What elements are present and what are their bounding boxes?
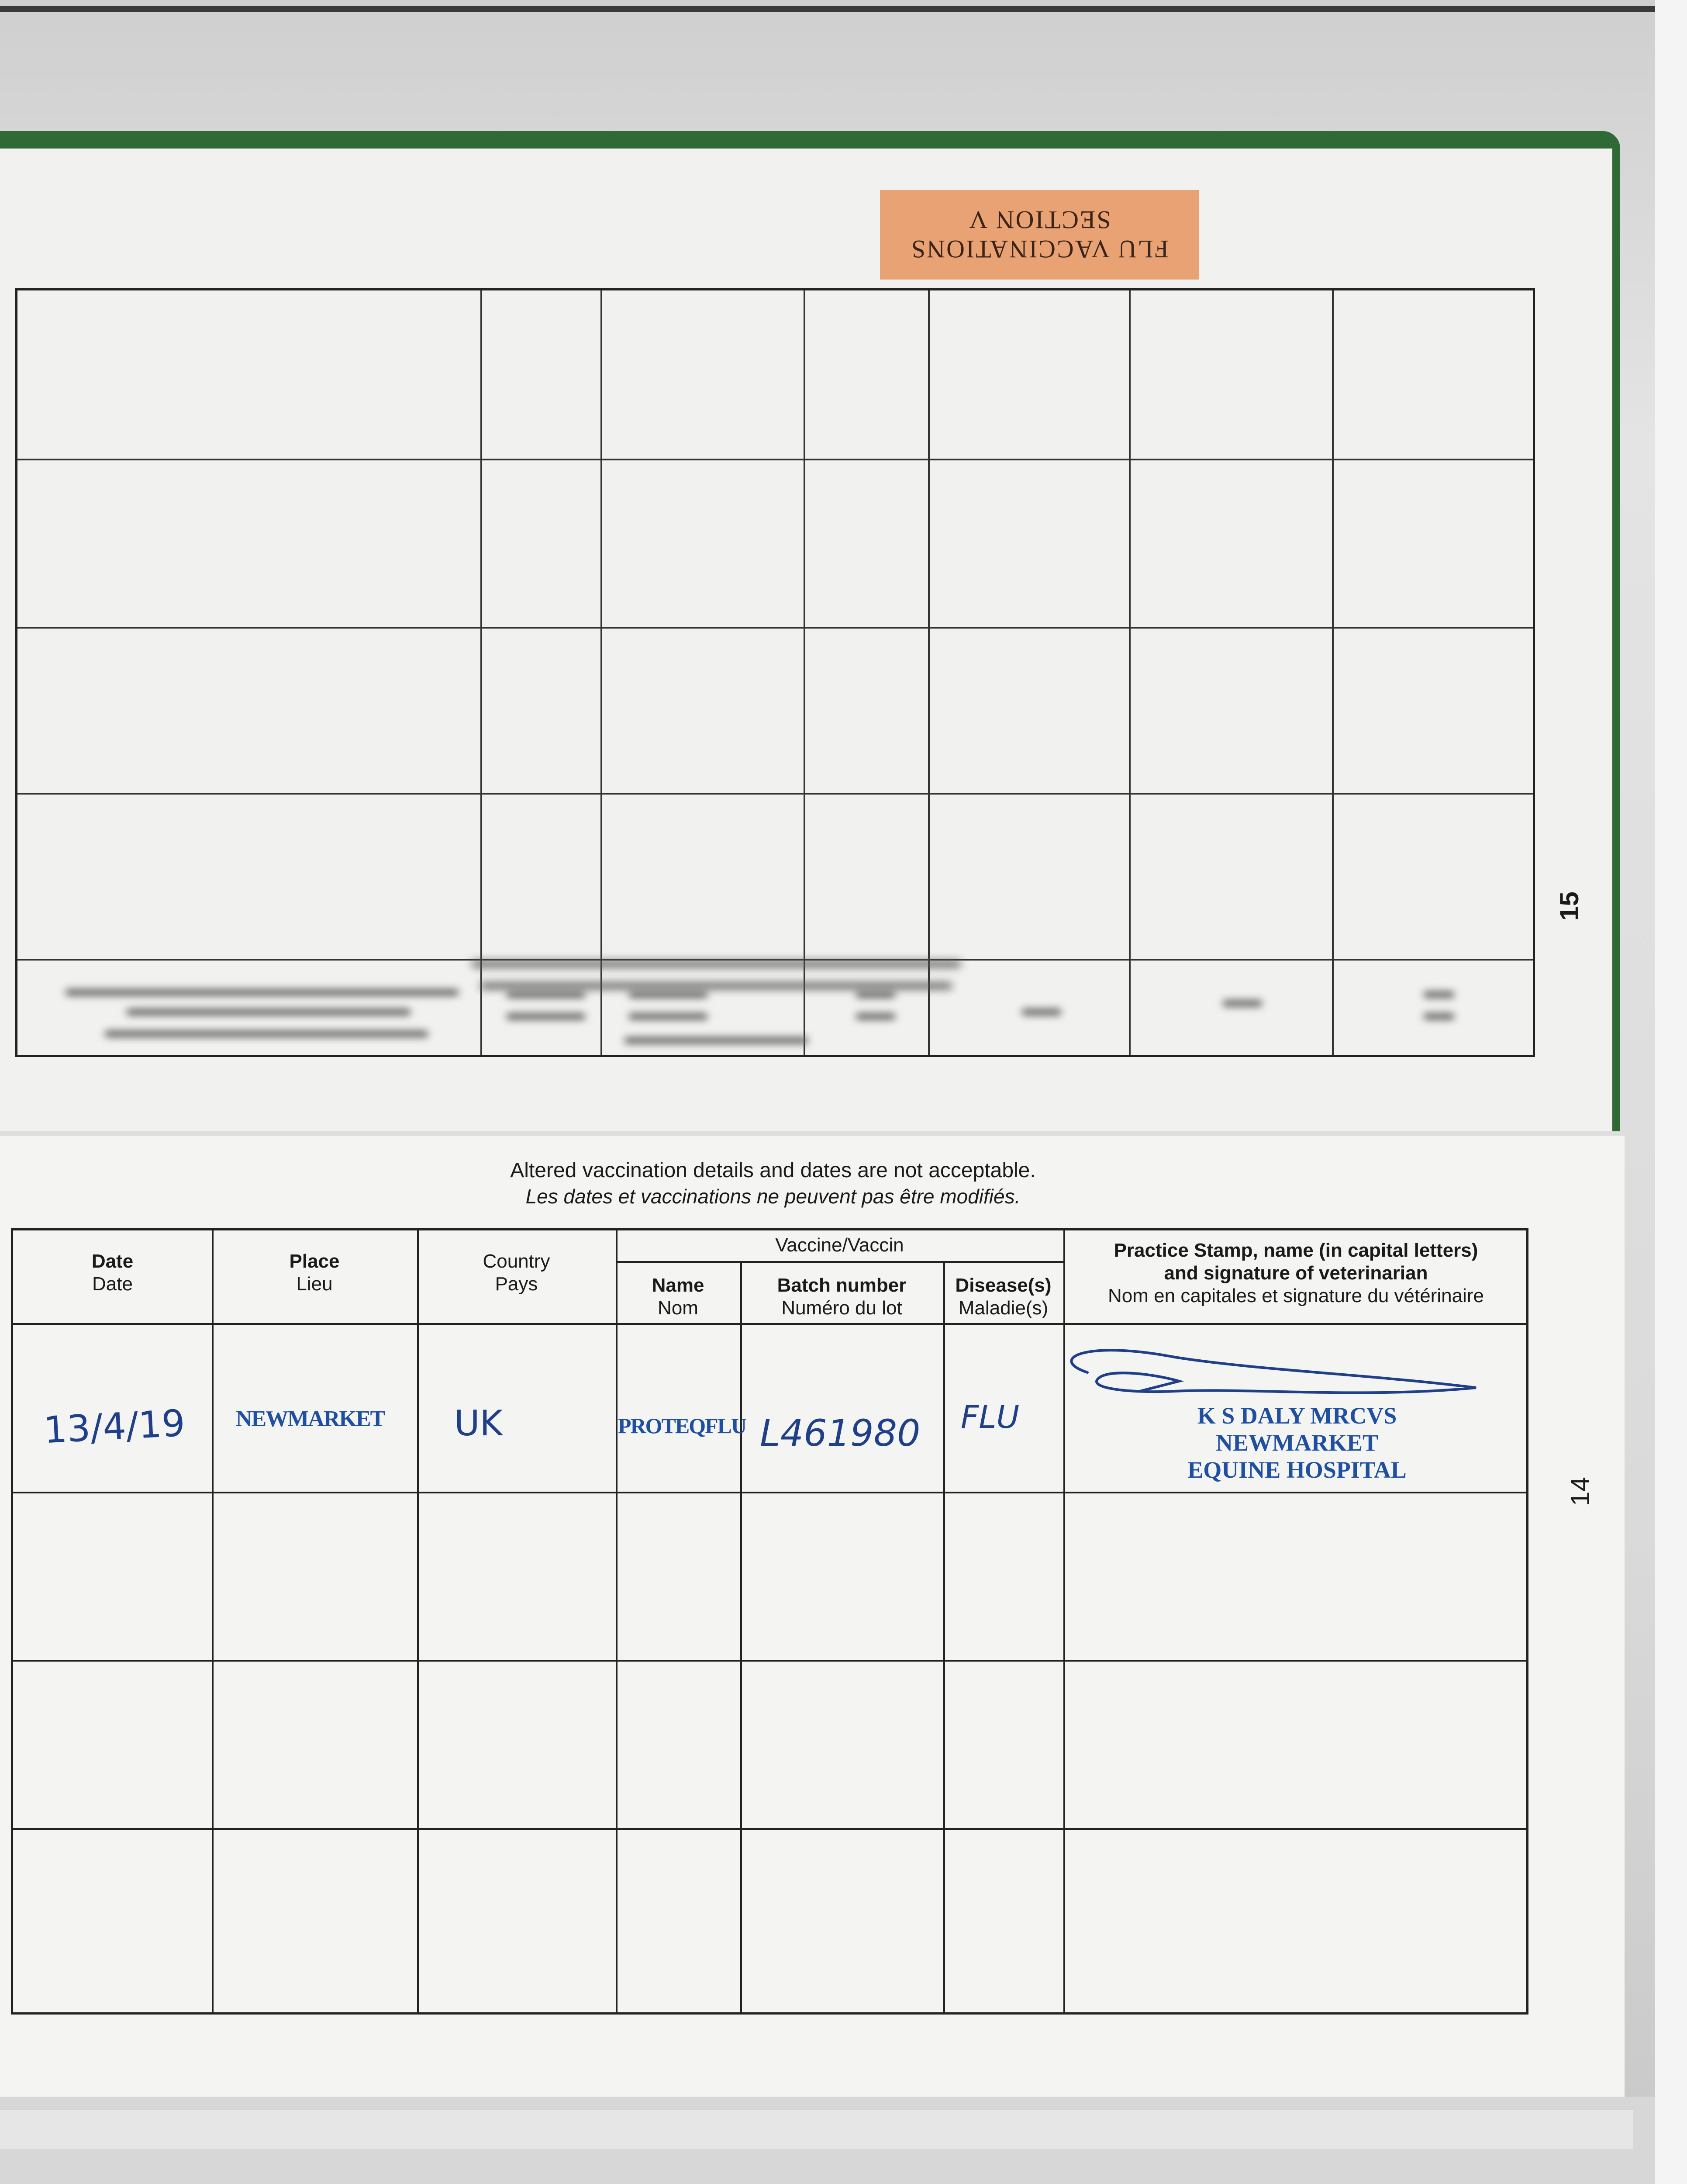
table-grid-line (212, 1230, 214, 2012)
blurred-text (472, 961, 961, 967)
header-country-fr: Pays (495, 1273, 538, 1295)
header-batch-en: Batch number (777, 1275, 907, 1296)
header-disease-en: Disease(s) (955, 1275, 1052, 1296)
upper-page (0, 131, 1620, 1131)
entry-date: 13/4/19 (42, 1401, 186, 1452)
table-grid-line (740, 1261, 742, 2012)
upper-vaccination-table (15, 288, 1535, 1057)
upper-grid-line (17, 627, 1533, 629)
table-grid-line (616, 1230, 618, 2012)
bottom-page-edge (0, 2110, 1633, 2149)
stamp-line3: EQUINE HOSPITAL (1187, 1457, 1407, 1483)
stamp-line2: NEWMARKET (1215, 1430, 1378, 1456)
table-grid-line (13, 1323, 1526, 1325)
header-vaccine-label: Vaccine/Vaccin (775, 1234, 904, 1256)
blurred-text (1223, 1000, 1262, 1006)
section-subtitle: SECTION V (968, 206, 1111, 235)
upper-grid-line (17, 793, 1533, 795)
blurred-text (629, 1013, 707, 1019)
blurred-text (1022, 1009, 1061, 1015)
section-tab (880, 190, 1199, 280)
header-country-en: Country (483, 1251, 550, 1272)
header-place-fr: Lieu (296, 1273, 333, 1295)
upper-page-paper (0, 149, 1612, 1131)
notice-french: Les dates et vaccinations ne peuvent pas être modifiés. (525, 1185, 1021, 1208)
upper-grid-line (928, 290, 930, 1055)
vaccination-table (11, 1228, 1528, 2015)
header-stamp-line3: Nom en capitales et signature du vétérinaire (1108, 1285, 1484, 1306)
blurred-text (624, 1037, 808, 1044)
lower-page (0, 1136, 1625, 2097)
blurred-text (507, 1013, 585, 1019)
entry-disease: FLU (961, 1399, 1020, 1435)
header-date-fr: Date (92, 1273, 133, 1295)
blurred-text (480, 983, 952, 989)
entry-country: UK (454, 1403, 503, 1444)
right-edge-margin (1655, 0, 1687, 2184)
blurred-text (66, 989, 459, 995)
entry-place-stamp: NEWMARKET (236, 1406, 385, 1431)
upper-footer-blurred (472, 952, 969, 1005)
header-vaccine-group (616, 1234, 1063, 1257)
table-grid-line (13, 1660, 1526, 1662)
table-grid-line (943, 1261, 945, 2012)
stamp-line1: K S DALY MRCVS (1197, 1403, 1397, 1429)
header-place-en: Place (289, 1251, 340, 1272)
header-country (417, 1250, 616, 1296)
upper-grid-line (600, 290, 602, 1055)
upper-grid-line (804, 290, 805, 1055)
header-batch (740, 1274, 943, 1320)
table-grid-line (417, 1230, 419, 2012)
table-grid-line (13, 1492, 1526, 1493)
header-name-en: Name (652, 1275, 704, 1296)
entry-vaccine-name-stamp: PROTEQFLU (618, 1413, 746, 1438)
blurred-text (1424, 992, 1454, 998)
header-name (616, 1274, 740, 1320)
header-date (13, 1250, 212, 1296)
header-stamp-line1: Practice Stamp, name (in capital letters) (1114, 1240, 1478, 1261)
top-edge-shadow (0, 6, 1655, 12)
blurred-text (105, 1031, 428, 1037)
table-grid-line (616, 1261, 1063, 1263)
upper-grid-line (1332, 290, 1334, 1055)
page-number-upper: 15 (1554, 892, 1584, 921)
header-stamp-line2: and signature of veterinarian (1164, 1262, 1428, 1284)
header-name-fr: Nom (658, 1297, 698, 1319)
header-place (212, 1250, 417, 1296)
entry-batch-number: L461980 (760, 1412, 921, 1455)
upper-grid-line (1129, 290, 1131, 1055)
blurred-text (127, 1009, 411, 1015)
upper-grid-line (480, 290, 482, 1055)
blurred-text (1424, 1013, 1454, 1019)
header-disease-fr: Maladie(s) (958, 1297, 1049, 1319)
header-batch-fr: Numéro du lot (781, 1297, 902, 1319)
notice-english: Altered vaccination details and dates are not acceptable. (510, 1159, 1036, 1182)
page-number-lower: 14 (1565, 1477, 1595, 1506)
veterinarian-stamp (1063, 1402, 1531, 1483)
header-date-en: Date (91, 1251, 134, 1272)
blurred-text (856, 1013, 895, 1019)
section-title: FLU VACCINATIONS (910, 235, 1169, 264)
upper-grid-line (17, 459, 1533, 460)
header-stamp (1063, 1239, 1528, 1307)
header-disease (943, 1274, 1063, 1320)
table-grid-line (13, 1828, 1526, 1830)
